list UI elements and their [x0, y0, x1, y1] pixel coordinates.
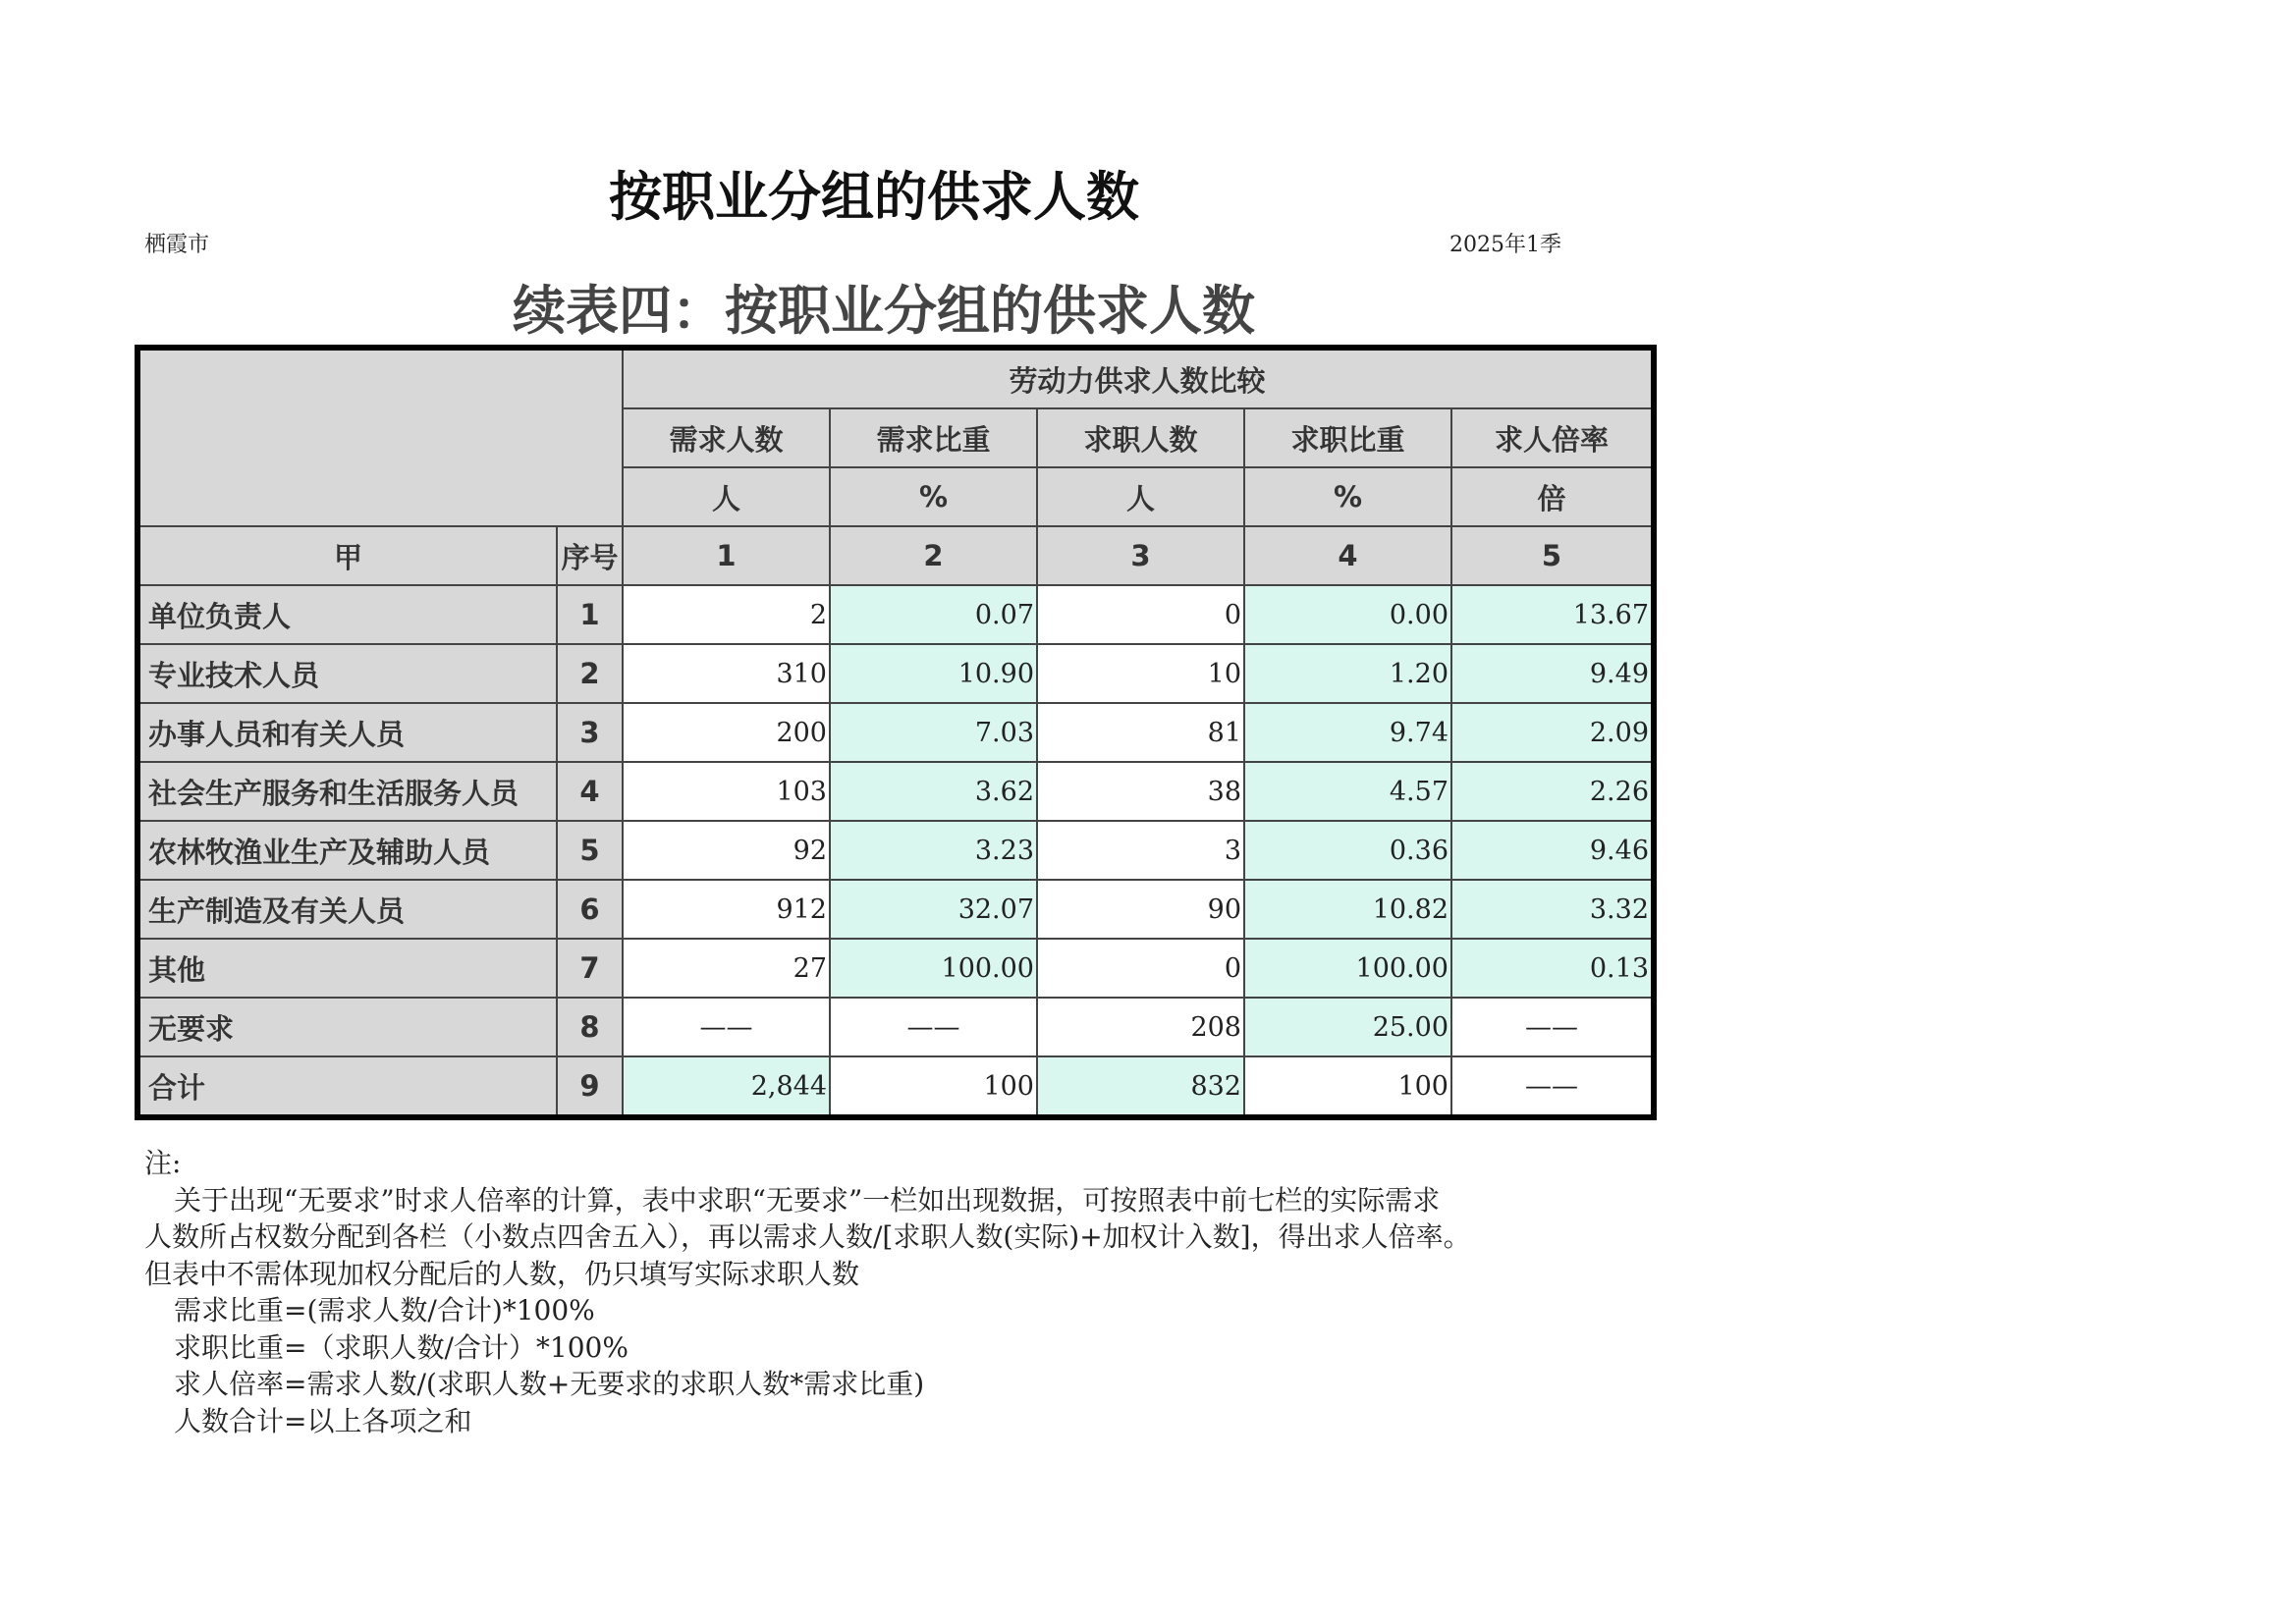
total-row	[137, 1056, 1654, 1117]
data-cell: ——	[1451, 1056, 1654, 1117]
data-cell: 32.07	[830, 880, 1037, 939]
data-cell: 9.49	[1451, 644, 1654, 703]
row-seq: 1	[557, 585, 623, 644]
notes-heading: 注:	[144, 1147, 182, 1179]
data-cell: 832	[1037, 1056, 1244, 1117]
region-label: 栖霞市	[144, 233, 210, 257]
table-row	[137, 644, 1654, 703]
data-cell: 38	[1037, 762, 1244, 821]
data-cell: 200	[623, 703, 830, 762]
table-row	[137, 703, 1654, 762]
row-seq: 9	[557, 1056, 623, 1117]
column-header: 求人倍率	[1451, 408, 1654, 467]
table-row	[137, 998, 1654, 1056]
data-cell: 3.32	[1451, 880, 1654, 939]
data-cell: 100.00	[830, 939, 1037, 998]
unit-cell: 人	[1037, 467, 1244, 526]
formula-line: 人数合计=以上各项之和	[174, 1404, 472, 1437]
data-cell: 912	[623, 880, 830, 939]
column-index: 5	[1451, 526, 1654, 585]
data-cell: 103	[623, 762, 830, 821]
column-index: 2	[830, 526, 1037, 585]
row-label: 合计	[137, 1056, 557, 1117]
row-label: 生产制造及有关人员	[137, 880, 557, 939]
column-index: 3	[1037, 526, 1244, 585]
data-cell: 0.13	[1451, 939, 1654, 998]
table-row	[137, 880, 1654, 939]
group-header: 劳动力供求人数比较	[623, 348, 1654, 408]
data-cell: 81	[1037, 703, 1244, 762]
column-index: 1	[623, 526, 830, 585]
data-cell: 7.03	[830, 703, 1037, 762]
row-seq: 6	[557, 880, 623, 939]
table-row	[137, 585, 1654, 644]
data-cell: 0.36	[1244, 821, 1451, 880]
notes-section	[144, 1145, 1471, 1439]
data-cell: 2.09	[1451, 703, 1654, 762]
row-label: 单位负责人	[137, 585, 557, 644]
row-seq: 5	[557, 821, 623, 880]
data-cell: 310	[623, 644, 830, 703]
supply-demand-table	[135, 345, 1657, 1120]
table-row	[137, 821, 1654, 880]
column-header: 求职比重	[1244, 408, 1451, 467]
row-seq: 8	[557, 998, 623, 1056]
data-cell: 10	[1037, 644, 1244, 703]
note-line: 关于出现“无要求”时求人倍率的计算，表中求职“无要求”一栏如出现数据，可按照表中前七栏的实际需求	[174, 1183, 1441, 1217]
data-cell: 2	[623, 585, 830, 644]
row-label: 社会生产服务和生活服务人员	[137, 762, 557, 821]
row-seq: 7	[557, 939, 623, 998]
formula-line: 求职比重=（求职人数/合计）*100%	[174, 1330, 629, 1364]
row-label: 无要求	[137, 998, 557, 1056]
data-cell: 92	[623, 821, 830, 880]
data-cell: 3	[1037, 821, 1244, 880]
data-cell: 27	[623, 939, 830, 998]
index-row	[137, 526, 1654, 585]
note-line: 人数所占权数分配到各栏（小数点四舍五入），再以需求人数/[求职人数(实际)+加权计入数]，得出求人倍率。	[144, 1220, 1471, 1253]
page-title: 按职业分组的供求人数	[609, 165, 1139, 228]
table-row	[137, 762, 1654, 821]
row-seq: 3	[557, 703, 623, 762]
table-row	[137, 939, 1654, 998]
data-cell: 1.20	[1244, 644, 1451, 703]
row-label: 办事人员和有关人员	[137, 703, 557, 762]
data-cell: 9.46	[1451, 821, 1654, 880]
index-label-header: 甲	[137, 526, 557, 585]
row-label: 农林牧渔业生产及辅助人员	[137, 821, 557, 880]
table-title: 续表四：按职业分组的供求人数	[513, 280, 1255, 342]
data-cell: 0.07	[830, 585, 1037, 644]
group-header-row	[137, 348, 1654, 408]
column-header: 需求人数	[623, 408, 830, 467]
data-cell: 0	[1037, 585, 1244, 644]
data-cell: 10.82	[1244, 880, 1451, 939]
data-cell: 10.90	[830, 644, 1037, 703]
row-seq: 4	[557, 762, 623, 821]
note-line: 但表中不需体现加权分配后的人数，仍只填写实际求职人数	[144, 1257, 860, 1290]
data-cell: 208	[1037, 998, 1244, 1056]
row-label: 专业技术人员	[137, 644, 557, 703]
seq-header: 序号	[557, 526, 623, 585]
unit-cell: 人	[623, 467, 830, 526]
data-cell: 4.57	[1244, 762, 1451, 821]
data-cell: 9.74	[1244, 703, 1451, 762]
corner-blank-cell	[137, 348, 623, 526]
data-cell: 100.00	[1244, 939, 1451, 998]
data-cell: 2.26	[1451, 762, 1654, 821]
data-cell: 2,844	[623, 1056, 830, 1117]
row-seq: 2	[557, 644, 623, 703]
formula-line: 需求比重=(需求人数/合计)*100%	[174, 1294, 595, 1326]
data-cell: 0.00	[1244, 585, 1451, 644]
formula-line: 求人倍率=需求人数/(求职人数+无要求的求职人数*需求比重)	[174, 1368, 925, 1400]
column-header: 求职人数	[1037, 408, 1244, 467]
row-label: 其他	[137, 939, 557, 998]
unit-cell: %	[830, 467, 1037, 526]
data-cell: ——	[830, 998, 1037, 1056]
column-index: 4	[1244, 526, 1451, 585]
period-label: 2025年1季	[1449, 233, 1561, 257]
data-cell: 100	[830, 1056, 1037, 1117]
data-cell: ——	[623, 998, 830, 1056]
data-cell: 3.62	[830, 762, 1037, 821]
unit-cell: %	[1244, 467, 1451, 526]
data-cell: ——	[1451, 998, 1654, 1056]
data-cell: 0	[1037, 939, 1244, 998]
unit-cell: 倍	[1451, 467, 1654, 526]
data-cell: 100	[1244, 1056, 1451, 1117]
data-cell: 25.00	[1244, 998, 1451, 1056]
column-header: 需求比重	[830, 408, 1037, 467]
data-cell: 3.23	[830, 821, 1037, 880]
data-cell: 13.67	[1451, 585, 1654, 644]
data-cell: 90	[1037, 880, 1244, 939]
